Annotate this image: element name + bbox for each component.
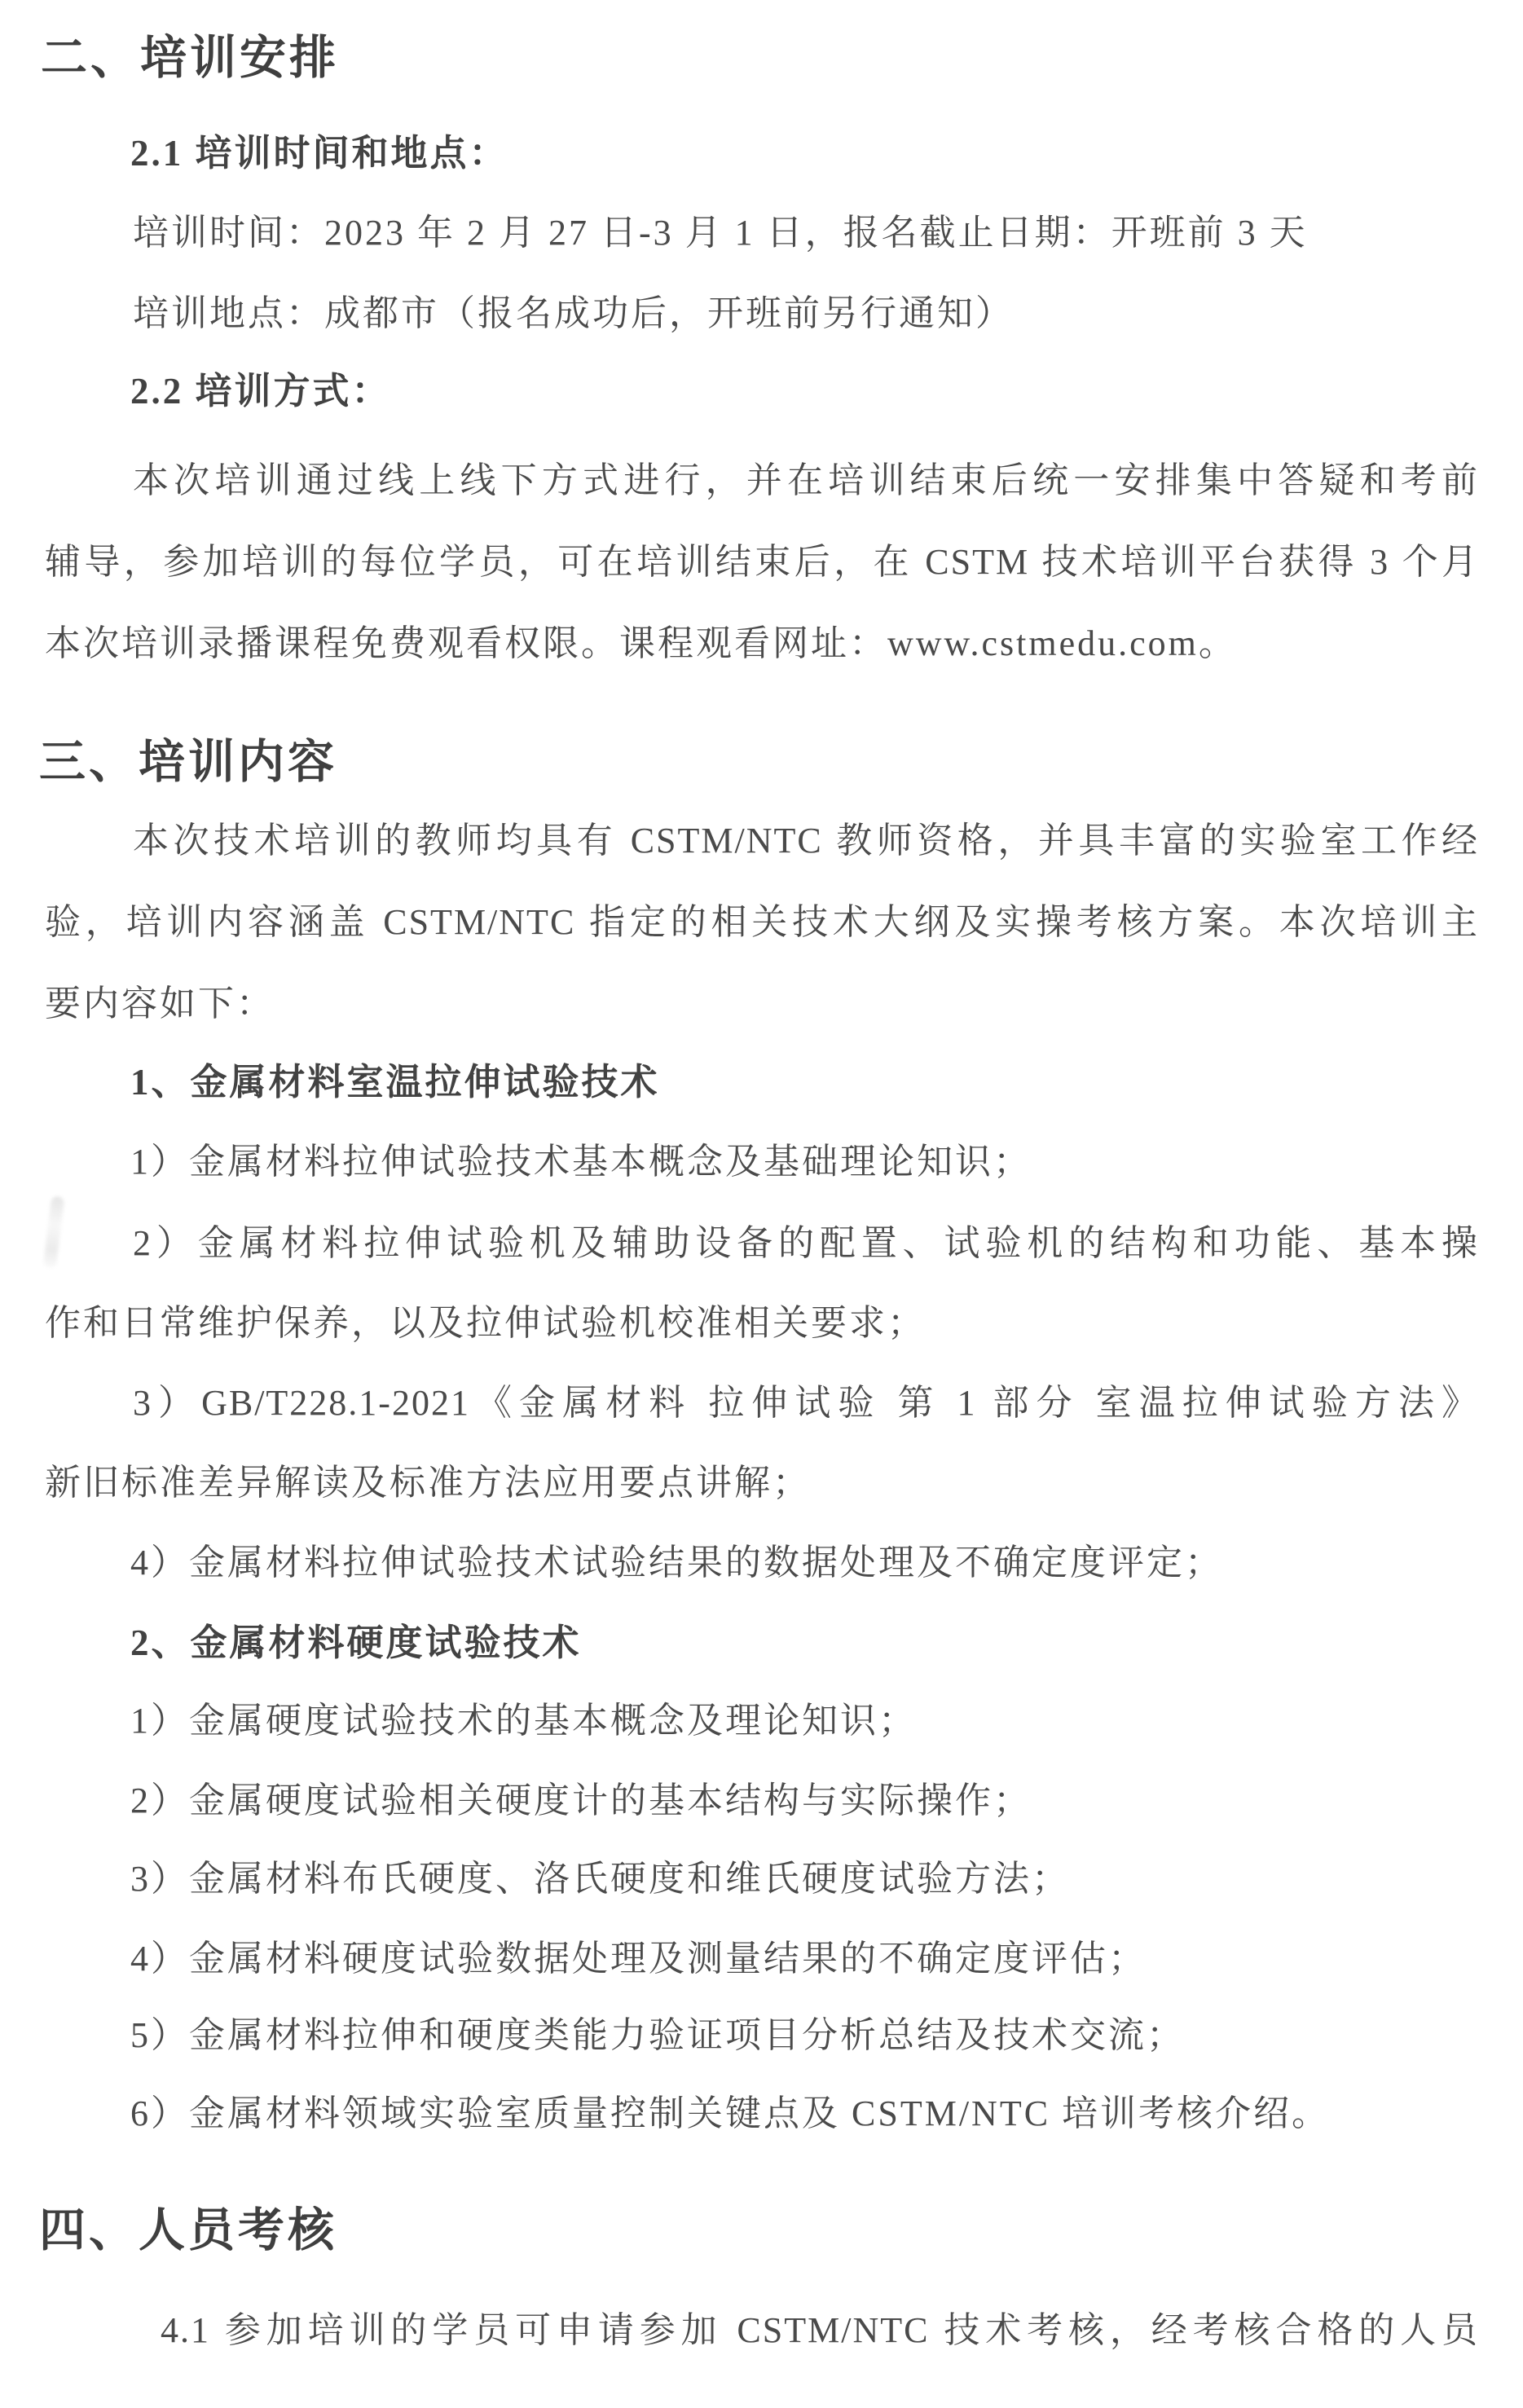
tensile-item-3-line-1: 3）GB/T228.1-2021《金属材料 拉伸试验 第 1 部分 室温拉伸试验方法》 — [133, 1383, 1479, 1423]
section-heading-3-training-content: 三、培训内容 — [39, 737, 337, 788]
section-heading-4-personnel-assessment: 四、人员考核 — [39, 2205, 337, 2256]
hardness-item-5: 5）金属材料拉伸和硬度类能力验证项目分析总结及技术交流； — [130, 2015, 1185, 2055]
tensile-item-2-line-1: 2）金属材料拉伸试验机及辅助设备的配置、试验机的结构和功能、基本操 — [133, 1223, 1479, 1263]
paragraph-content-line-1: 本次技术培训的教师均具有 CSTM/NTC 教师资格，并具丰富的实验室工作经 — [133, 821, 1479, 861]
subheading-2-1-time-and-place: 2.1 培训时间和地点： — [130, 133, 508, 174]
paragraph-method-line-1: 本次培训通过线上线下方式进行，并在培训结束后统一安排集中答疑和考前 — [133, 460, 1479, 500]
tensile-item-2-line-2: 作和日常维护保养，以及拉伸试验机校准相关要求； — [45, 1303, 926, 1343]
tensile-item-1: 1）金属材料拉伸试验技术基本概念及基础理论知识； — [130, 1142, 1032, 1182]
hardness-item-6: 6）金属材料领域实验室质量控制关键点及 CSTM/NTC 培训考核介绍。 — [130, 2093, 1331, 2133]
hardness-item-1: 1）金属硬度试验技术的基本概念及理论知识； — [130, 1701, 917, 1741]
paragraph-method-line-3: 本次培训录播课程免费观看权限。课程观看网址：www.cstmedu.com。 — [45, 623, 1237, 663]
tensile-item-3-line-2: 新旧标准差异解读及标准方法应用要点讲解； — [45, 1463, 811, 1503]
paragraph-content-line-2: 验，培训内容涵盖 CSTM/NTC 指定的相关技术大纲及实操考核方案。本次培训主 — [45, 902, 1479, 942]
line-training-time: 培训时间：2023 年 2 月 27 日-3 月 1 日，报名截止日期：开班前 3 天 — [133, 213, 1308, 253]
scan-smudge-artifact — [43, 1195, 65, 1268]
hardness-item-3: 3）金属材料布氏硬度、洛氏硬度和维氏硬度试验方法； — [130, 1859, 1070, 1899]
list-caption-2-hardness-test: 2、金属材料硬度试验技术 — [130, 1622, 582, 1663]
hardness-item-2: 2）金属硬度试验相关硬度计的基本结构与实际操作； — [130, 1781, 1032, 1820]
line-training-place: 培训地点：成都市（报名成功后，开班前另行通知） — [133, 293, 1014, 333]
hardness-item-4: 4）金属材料硬度试验数据处理及测量结果的不确定度评估； — [130, 1939, 1147, 1979]
assessment-paragraph-line-1: 4.1 参加培训的学员可申请参加 CSTM/NTC 技术考核，经考核合格的人员 — [161, 2310, 1479, 2350]
section-heading-2-training-arrangement: 二、培训安排 — [41, 33, 339, 84]
paragraph-method-line-2: 辅导，参加培训的每位学员，可在培训结束后，在 CSTM 技术培训平台获得 3 个月 — [45, 542, 1479, 582]
subheading-2-2-training-method: 2.2 培训方式： — [130, 371, 391, 412]
list-caption-1-tensile-test: 1、金属材料室温拉伸试验技术 — [130, 1062, 660, 1103]
paragraph-content-line-3: 要内容如下： — [45, 984, 275, 1024]
tensile-item-4: 4）金属材料拉伸试验技术试验结果的数据处理及不确定度评定； — [130, 1543, 1223, 1583]
